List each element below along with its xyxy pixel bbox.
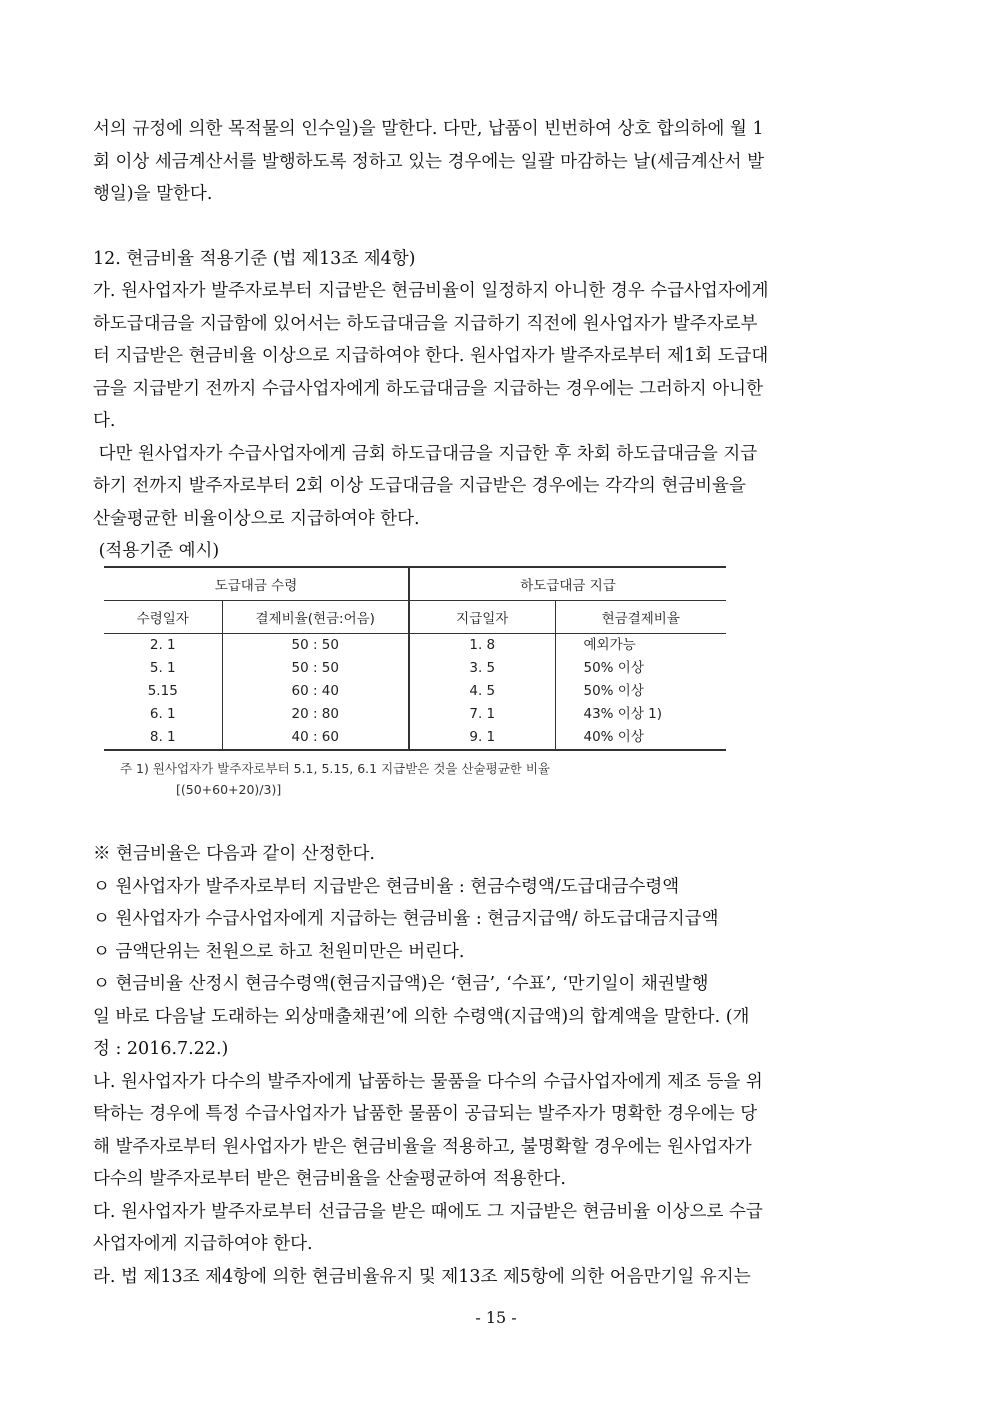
text-line: 나. 원사업자가 다수의 발주자에게 납품하는 물품을 다수의 수급사업자에게 제조 등을 위 bbox=[93, 1071, 763, 1092]
text-line: 다수의 발주자로부터 받은 현금비율을 산술평균하여 적용한다. bbox=[93, 1169, 566, 1189]
page-number: - 15 - bbox=[475, 1308, 517, 1327]
table-cell: 43% 이상 1) bbox=[583, 706, 663, 722]
table-cell: 60 : 40 bbox=[222, 680, 409, 703]
table-cell: 40% 이상 bbox=[555, 726, 726, 750]
text-line: 일 바로 다음날 도래하는 외상매출채권’에 의한 수령액(지급액)의 합계액을 말한다. (개 bbox=[93, 1006, 750, 1027]
group-header-payment: 하도급대금 지급 bbox=[409, 567, 726, 601]
example-table-container bbox=[104, 566, 726, 751]
table-cell: 3. 5 bbox=[409, 657, 555, 680]
table-footnote bbox=[120, 758, 550, 800]
body-text-bottom bbox=[93, 838, 899, 1293]
table-cell: 50 : 50 bbox=[222, 634, 409, 658]
text-line: 가. 원사업자가 발주자로부터 지급받은 현금비율이 일정하지 아니한 경우 수급사업자에게 bbox=[93, 281, 769, 301]
table-row bbox=[104, 680, 726, 703]
group-header-receipt: 도급대금 수령 bbox=[104, 567, 409, 601]
text-line: 다만 원사업자가 수급사업자에게 금회 하도급대금을 지급한 후 차회 하도급대금을 지급 bbox=[93, 443, 758, 464]
footnote-formula: [(50+60+20)/3)] bbox=[176, 782, 282, 797]
bullet-line: ㅇ 원사업자가 수급사업자에게 지급하는 현금비율 : 현금지급액/ 하도급대금지급액 bbox=[93, 909, 719, 929]
bullet-line: ㅇ 원사업자가 발주자로부터 지급받은 현금비율 : 현금수령액/도급대금수령액 bbox=[93, 876, 680, 897]
table-cell: 50 : 50 bbox=[222, 657, 409, 680]
table-cell: 2. 1 bbox=[104, 634, 222, 658]
table-cell: 40 : 60 bbox=[222, 726, 409, 750]
table-cell: 50% 이상 bbox=[583, 683, 644, 699]
text-line: 회 이상 세금계산서를 발행하도록 정하고 있는 경우에는 일괄 마감하는 날(세금계산서 발 bbox=[93, 151, 765, 172]
table-cell: 1. 8 bbox=[409, 634, 555, 658]
text-line: 해 발주자로부터 원사업자가 받은 현금비율을 적용하고, 불명확할 경우에는 원사업자가 bbox=[93, 1136, 752, 1157]
table-column-header-row bbox=[104, 601, 726, 634]
table-cell: 5.15 bbox=[104, 680, 222, 703]
text-line: 산술평균한 비율이상으로 지급하여야 한다. bbox=[93, 508, 420, 529]
table-cell: 8. 1 bbox=[104, 726, 222, 750]
column-header: 현금결제비율 bbox=[555, 601, 726, 634]
bullet-line: ㅇ 금액단위는 천원으로 하고 천원미만은 버린다. bbox=[93, 941, 465, 962]
text-line: 라. 법 제13조 제4항에 의한 현금비율유지 및 제13조 제5항에 의한 어음만기일 유지는 bbox=[93, 1266, 751, 1287]
table-row bbox=[104, 703, 726, 726]
column-header: 지급일자 bbox=[409, 601, 555, 634]
text-line: 정 : 2016.7.22.) bbox=[93, 1039, 229, 1059]
table-row bbox=[104, 657, 726, 680]
text-line: ※ 현금비율은 다음과 같이 산정한다. bbox=[93, 844, 375, 864]
text-line: 터 지급받은 현금비율 이상으로 지급하여야 한다. 원사업자가 발주자로부터 제1회 도급대 bbox=[93, 346, 769, 366]
text-line: 하도급대금을 지급함에 있어서는 하도급대금을 지급하기 직전에 원사업자가 발주자로부 bbox=[93, 313, 758, 334]
text-line: 다. bbox=[93, 411, 116, 431]
section-title: 12. 현금비율 적용기준 (법 제13조 제4항) bbox=[93, 248, 416, 269]
example-caption: (적용기준 예시) bbox=[93, 541, 220, 561]
text-line: 다. 원사업자가 발주자로부터 선급금을 받은 때에도 그 지급받은 현금비율 이상으로 수급 bbox=[93, 1201, 763, 1222]
footnote-line: 주 1) 원사업자가 발주자로부터 5.1, 5.15, 6.1 지급받은 것을 산술평균한 비율 bbox=[120, 761, 550, 776]
table-cell: 9. 1 bbox=[409, 726, 555, 750]
table-row bbox=[104, 634, 726, 658]
example-table bbox=[104, 566, 726, 751]
text-line: 사업자에게 지급하여야 한다. bbox=[93, 1234, 313, 1254]
column-header: 결제비율(현금:어음) bbox=[222, 601, 409, 634]
table-cell: 7. 1 bbox=[409, 703, 555, 726]
table-group-header-row bbox=[104, 567, 726, 601]
text-line: 행일)을 말한다. bbox=[93, 184, 213, 204]
body-text-top bbox=[93, 113, 899, 568]
column-header: 수령일자 bbox=[104, 601, 222, 634]
table-cell: 예외가능 bbox=[583, 637, 636, 653]
text-line: 금을 지급받기 전까지 수급사업자에게 하도급대금을 지급하는 경우에는 그러하지 아니한 bbox=[93, 378, 763, 399]
bullet-line: ㅇ 현금비율 산정시 현금수령액(현금지급액)은 ‘현금’, ‘수표’, ‘만기일이 채권발행 bbox=[93, 974, 709, 994]
table-cell: 5. 1 bbox=[104, 657, 222, 680]
text-line: 서의 규정에 의한 목적물의 인수일)을 말한다. 다만, 납품이 빈번하여 상호 합의하에 월 1 bbox=[93, 119, 764, 139]
table-cell: 20 : 80 bbox=[222, 703, 409, 726]
table-cell: 50% 이상 bbox=[583, 660, 644, 676]
table-cell: 4. 5 bbox=[409, 680, 555, 703]
table-cell: 6. 1 bbox=[104, 703, 222, 726]
table-row bbox=[104, 726, 726, 750]
text-line: 하기 전까지 발주자로부터 2회 이상 도급대금을 지급받은 경우에는 각각의 현금비율을 bbox=[93, 476, 746, 496]
text-line: 탁하는 경우에 특정 수급사업자가 납품한 물품이 공급되는 발주자가 명확한 경우에는 당 bbox=[93, 1104, 758, 1124]
